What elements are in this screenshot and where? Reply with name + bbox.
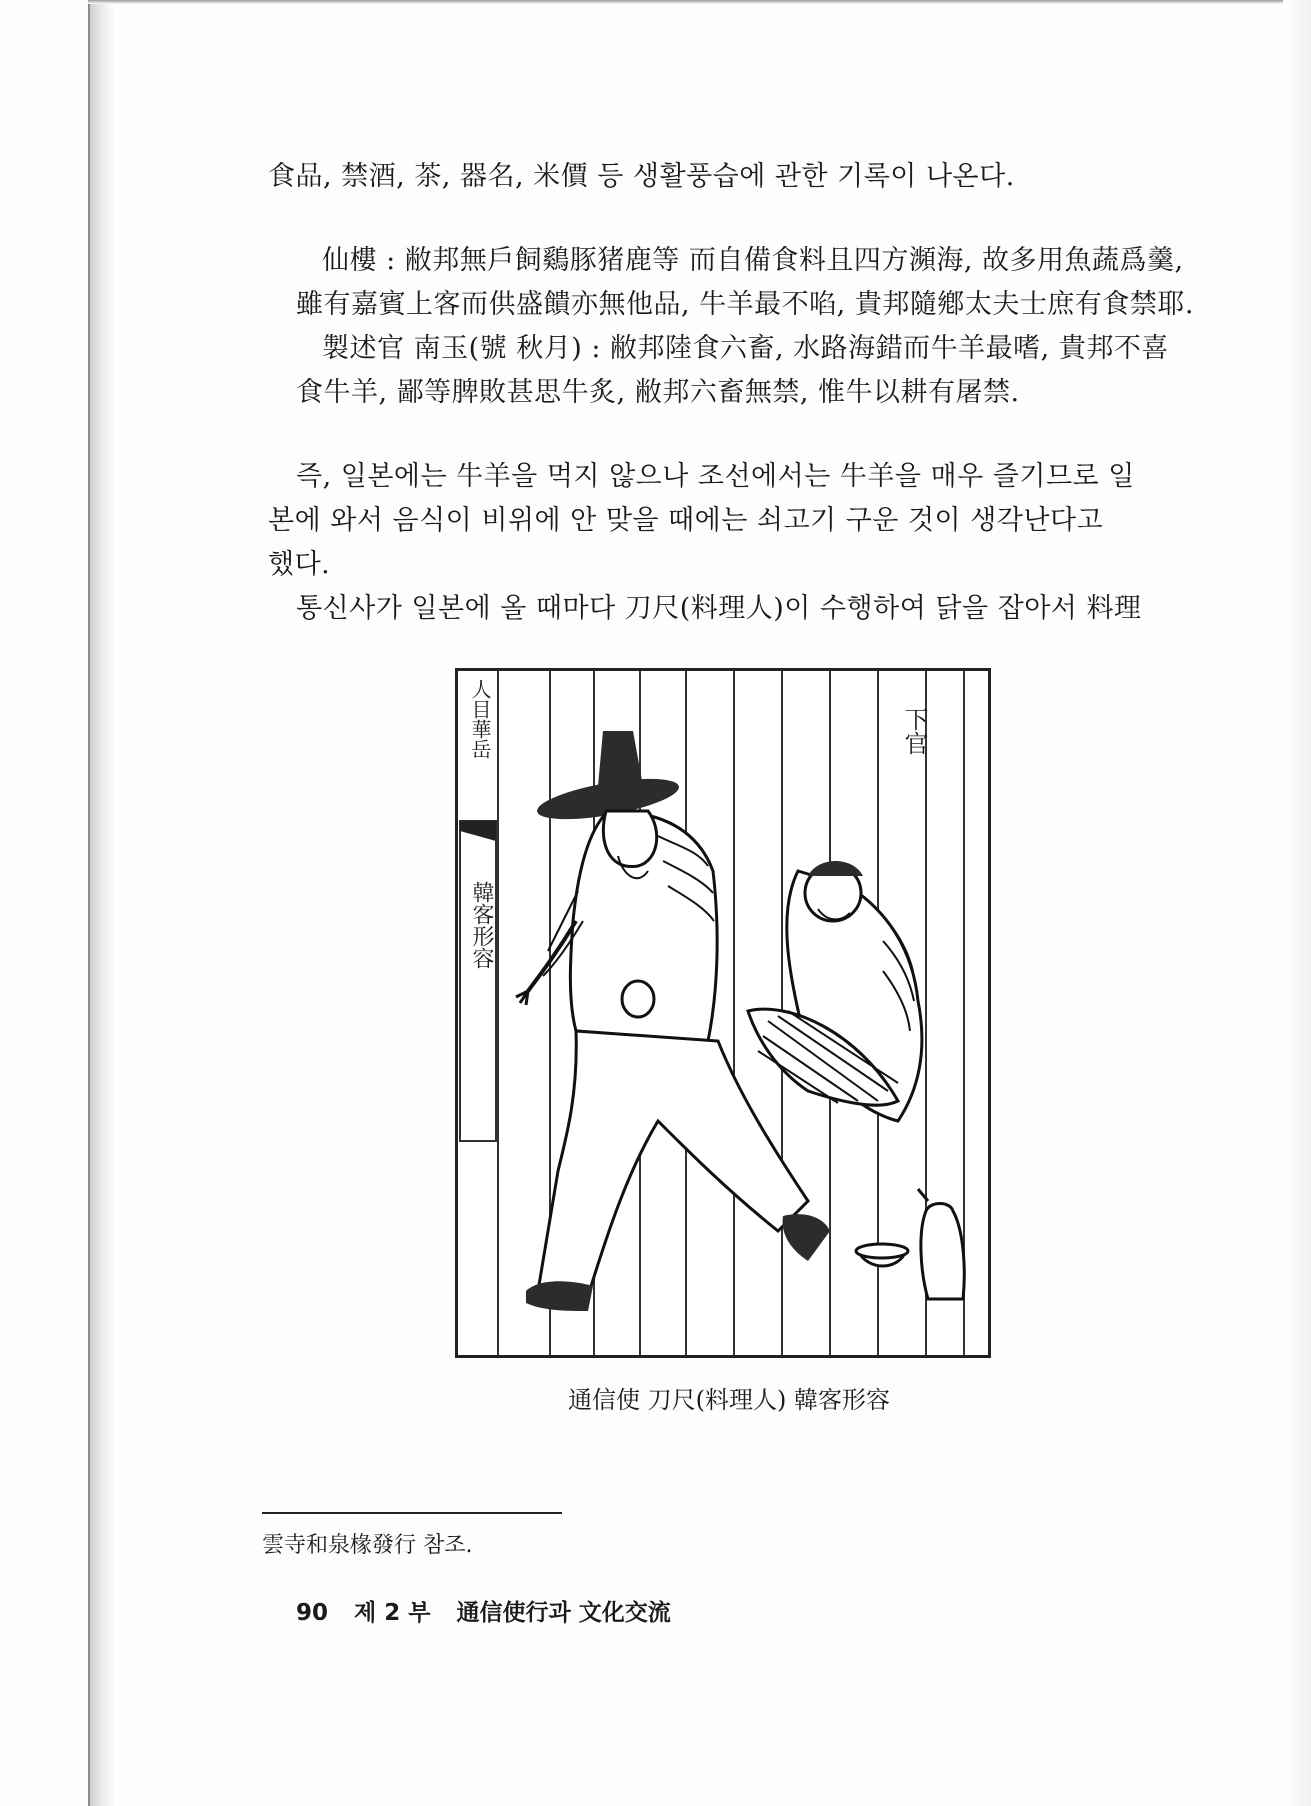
body-line-7: 본에 와서 음식이 비위에 안 맞을 때에는 쇠고기 구운 것이 생각난다고 [268, 505, 1104, 536]
figure-label-left-1: 人目華岳 [468, 679, 492, 759]
woodblock-illustration [455, 668, 991, 1358]
footnote: 雲寺和泉椽發行 참조. [262, 1533, 473, 1558]
book-spine [88, 0, 114, 1806]
body-line-3: 雖有嘉賓上客而供盛饋亦無他品, 牛羊最不啗, 貴邦隨鄕太夫士庶有食禁耶. [296, 289, 1194, 320]
body-line-1: 食品, 禁酒, 茶, 器名, 米價 등 생활풍습에 관한 기록이 나온다. [268, 161, 1015, 192]
body-line-5: 食牛羊, 鄙等脾敗甚思牛炙, 敝邦六畜無禁, 惟牛以耕有屠禁. [296, 377, 1020, 408]
body-line-2: 仙樓 : 敝邦無戶飼鷄豚猪鹿等 而自備食料且四方瀕海, 故多用魚蔬爲羹, [322, 245, 1184, 276]
body-line-4: 製述官 南玉(號 秋月) : 敝邦陸食六畜, 水路海錯而牛羊最嗜, 貴邦不喜 [322, 333, 1169, 364]
figure-label-top-right: 下官 [900, 707, 928, 755]
page-footer [296, 1594, 689, 1627]
body-line-9: 통신사가 일본에 올 때마다 刀尺(料理人)이 수행하여 닭을 잡아서 料理 [296, 593, 1142, 624]
part-label: 제 2 부 [354, 1600, 431, 1626]
page-top-edge [88, 0, 1288, 4]
footnote-rule [262, 1512, 562, 1514]
figure-caption: 通信使 刀尺(料理人) 韓客形容 [568, 1386, 890, 1414]
page-number: 90 [296, 1600, 329, 1626]
body-line-6: 즉, 일본에는 牛羊을 먹지 않으나 조선에서는 牛羊을 매우 즐기므로 일 [296, 461, 1135, 492]
page-right-shade [1283, 0, 1311, 1806]
body-line-8: 했다. [268, 549, 331, 580]
section-label: 通信使行과 文化交流 [456, 1600, 671, 1626]
illustration-drawing [458, 671, 988, 1355]
figure-label-left-2: 韓客形容 [469, 881, 494, 969]
